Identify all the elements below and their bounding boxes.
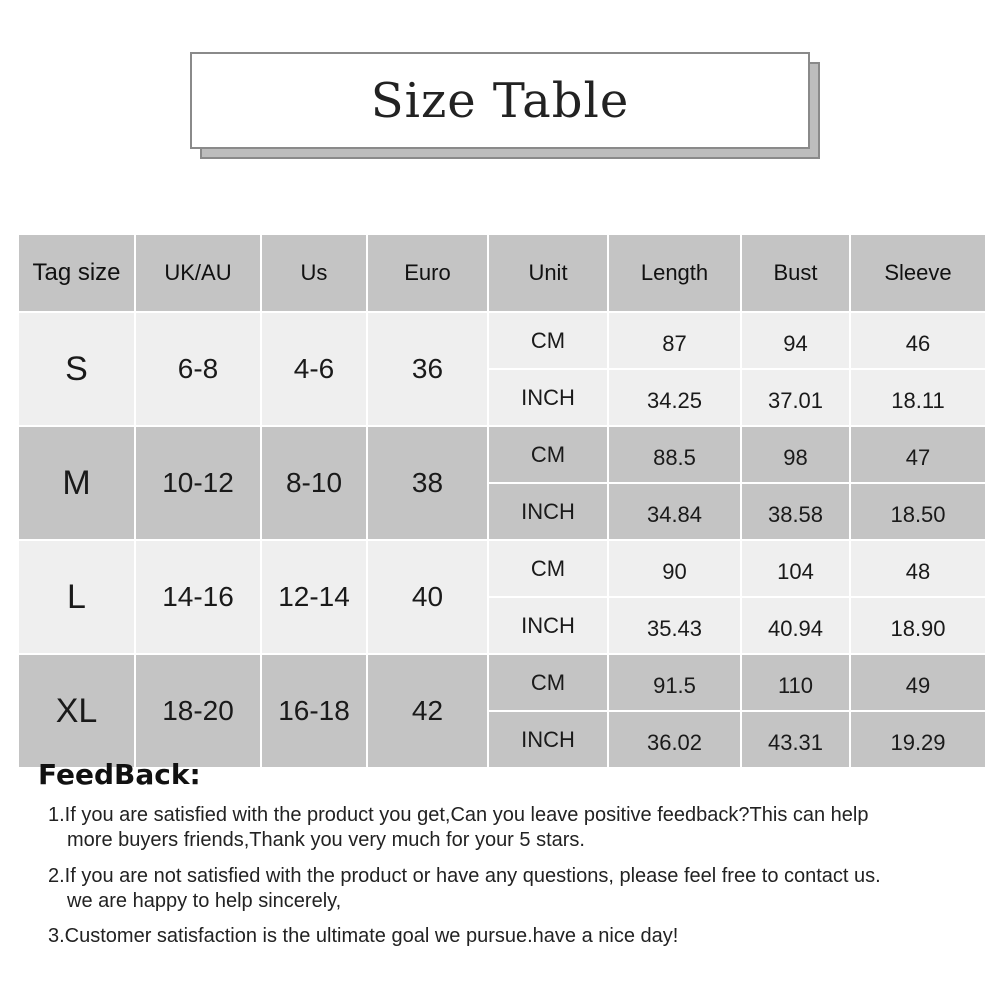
header-euro: Euro <box>367 234 488 312</box>
feedback-line: more buyers friends,Thank you very much for your 5 stars. <box>67 829 585 851</box>
sleeve-cell: 49 <box>850 654 986 711</box>
tag-size-cell: XL <box>18 654 135 768</box>
euro-cell: 36 <box>367 312 488 426</box>
tag-size-cell: S <box>18 312 135 426</box>
us-cell: 12-14 <box>261 540 367 654</box>
us-cell: 8-10 <box>261 426 367 540</box>
bust-cell: 110 <box>741 654 850 711</box>
length-cell: 36.02 <box>608 711 741 768</box>
length-cell: 90 <box>608 540 741 597</box>
sleeve-cell: 18.50 <box>850 483 986 540</box>
bust-cell: 104 <box>741 540 850 597</box>
bust-cell: 40.94 <box>741 597 850 654</box>
tag-size-cell: L <box>18 540 135 654</box>
unit-cell: INCH <box>488 711 608 768</box>
feedback-item <box>48 803 968 853</box>
sleeve-cell: 48 <box>850 540 986 597</box>
unit-cell: CM <box>488 540 608 597</box>
header-uk-au: UK/AU <box>135 234 261 312</box>
table-row <box>18 426 986 483</box>
euro-cell: 38 <box>367 426 488 540</box>
length-cell: 35.43 <box>608 597 741 654</box>
header-tag-size: Tag size <box>18 234 135 312</box>
table-row <box>18 654 986 711</box>
header-bust: Bust <box>741 234 850 312</box>
feedback-title: FeedBack: <box>38 758 201 791</box>
unit-cell: INCH <box>488 483 608 540</box>
unit-cell: INCH <box>488 597 608 654</box>
table-header-row <box>18 234 986 312</box>
uk-au-cell: 18-20 <box>135 654 261 768</box>
feedback-item <box>48 864 968 914</box>
length-cell: 34.25 <box>608 369 741 426</box>
header-us: Us <box>261 234 367 312</box>
uk-au-cell: 6-8 <box>135 312 261 426</box>
bust-cell: 98 <box>741 426 850 483</box>
unit-cell: CM <box>488 312 608 369</box>
unit-cell: INCH <box>488 369 608 426</box>
table-row <box>18 540 986 597</box>
bust-cell: 38.58 <box>741 483 850 540</box>
length-cell: 91.5 <box>608 654 741 711</box>
size-table <box>17 233 987 769</box>
feedback-line: 1.If you are satisfied with the product you get,Can you leave positive feedback?This can help <box>48 804 869 826</box>
unit-cell: CM <box>488 426 608 483</box>
title-box <box>190 52 810 149</box>
table-row <box>18 312 986 369</box>
bust-cell: 94 <box>741 312 850 369</box>
unit-cell: CM <box>488 654 608 711</box>
uk-au-cell: 14-16 <box>135 540 261 654</box>
sleeve-cell: 47 <box>850 426 986 483</box>
uk-au-cell: 10-12 <box>135 426 261 540</box>
length-cell: 34.84 <box>608 483 741 540</box>
sleeve-cell: 46 <box>850 312 986 369</box>
feedback-line: we are happy to help sincerely, <box>67 890 342 912</box>
tag-size-cell: M <box>18 426 135 540</box>
length-cell: 88.5 <box>608 426 741 483</box>
length-cell: 87 <box>608 312 741 369</box>
header-sleeve: Sleeve <box>850 234 986 312</box>
feedback-line: 2.If you are not satisfied with the product or have any questions, please feel free to contact us. <box>48 865 881 887</box>
sleeve-cell: 18.11 <box>850 369 986 426</box>
euro-cell: 40 <box>367 540 488 654</box>
sleeve-cell: 19.29 <box>850 711 986 768</box>
header-unit: Unit <box>488 234 608 312</box>
us-cell: 16-18 <box>261 654 367 768</box>
header-length: Length <box>608 234 741 312</box>
euro-cell: 42 <box>367 654 488 768</box>
feedback-line: 3.Customer satisfaction is the ultimate goal we pursue.have a nice day! <box>48 925 679 947</box>
sleeve-cell: 18.90 <box>850 597 986 654</box>
feedback-item <box>48 924 968 949</box>
bust-cell: 43.31 <box>741 711 850 768</box>
bust-cell: 37.01 <box>741 369 850 426</box>
us-cell: 4-6 <box>261 312 367 426</box>
page-title: Size Table <box>370 72 630 129</box>
